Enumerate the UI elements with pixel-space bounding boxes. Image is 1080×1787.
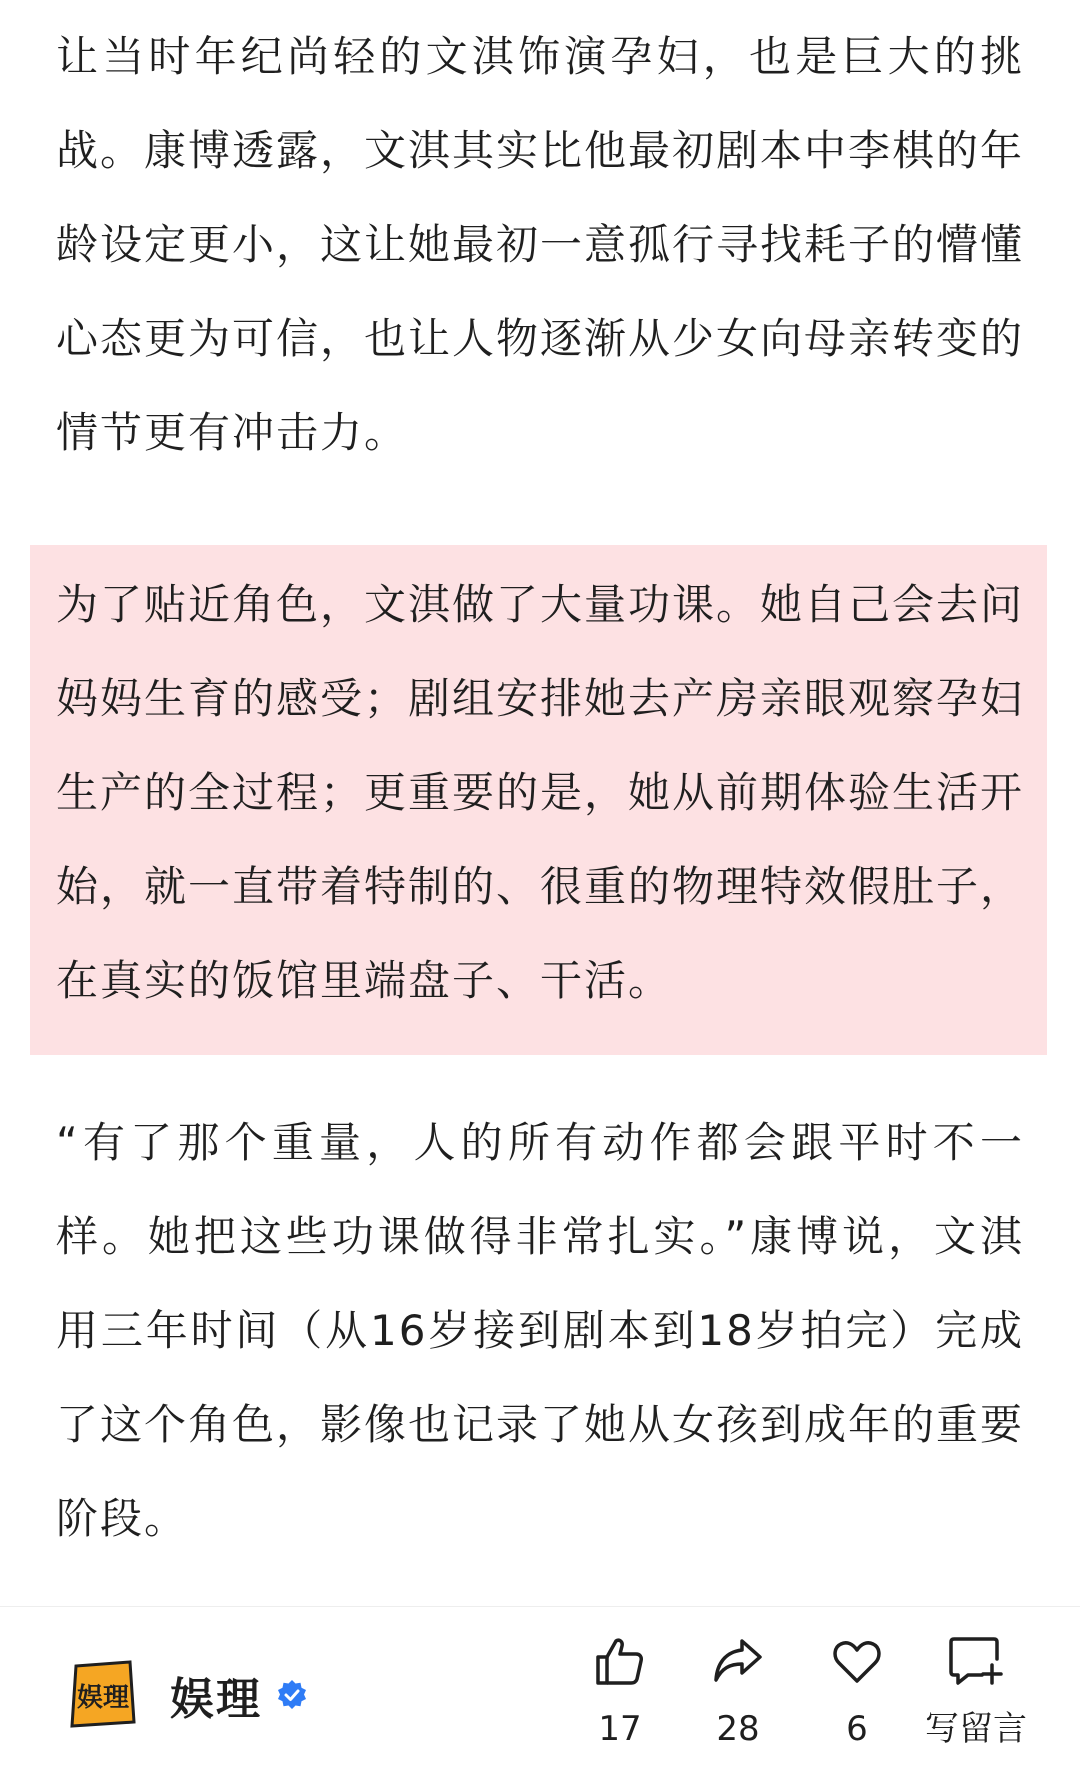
favorite-button[interactable] [797,1635,917,1775]
share-button[interactable] [678,1635,798,1775]
comment-add-icon [948,1635,1004,1687]
article-paragraph: “有了那个重量，人的所有动作都会跟平时不一样。她把这些功课做得非常扎实。”康博说，文淇用三年时间（从16岁接到剧本到18岁拍完）完成了这个角色，影像也记录了她从女孩到成年的重要阶段。 [56,1118,1025,1543]
verified-badge-icon [276,1679,308,1711]
write-comment-button[interactable] [916,1635,1036,1775]
share-count: 28 [716,1709,760,1749]
author-avatar[interactable] [68,1660,138,1730]
action-group [560,1635,1060,1775]
like-button[interactable] [560,1635,680,1775]
share-arrow-icon [712,1635,764,1687]
favorite-count: 6 [846,1709,868,1749]
author-name[interactable]: 娱理 [170,1674,262,1725]
write-comment-label: 写留言 [925,1709,1027,1749]
heart-icon [831,1635,883,1687]
svg-text:娱理: 娱理 [76,1683,130,1713]
author-info[interactable] [68,1657,308,1733]
article-paragraph: 让当时年纪尚轻的文淇饰演孕妇，也是巨大的挑战。康博透露，文淇其实比他最初剧本中李棋的年龄设定更小，这让她最初一意孤行寻找耗子的懵懂心态更为可信，也让人物逐渐从少女向母亲转变的情节更有冲击力。 [56,32,1025,457]
thumbs-up-icon [594,1635,646,1687]
bottom-action-bar [0,1606,1080,1787]
highlighted-paragraph: 为了贴近角色，文淇做了大量功课。她自己会去问妈妈生育的感受；剧组安排她去产房亲眼观察孕妇生产的全过程；更重要的是，她从前期体验生活开始，就一直带着特制的、很重的物理特效假肚子，在真实的饭馆里端盘子、干活。 [56,580,1025,1005]
like-count: 17 [598,1709,642,1749]
